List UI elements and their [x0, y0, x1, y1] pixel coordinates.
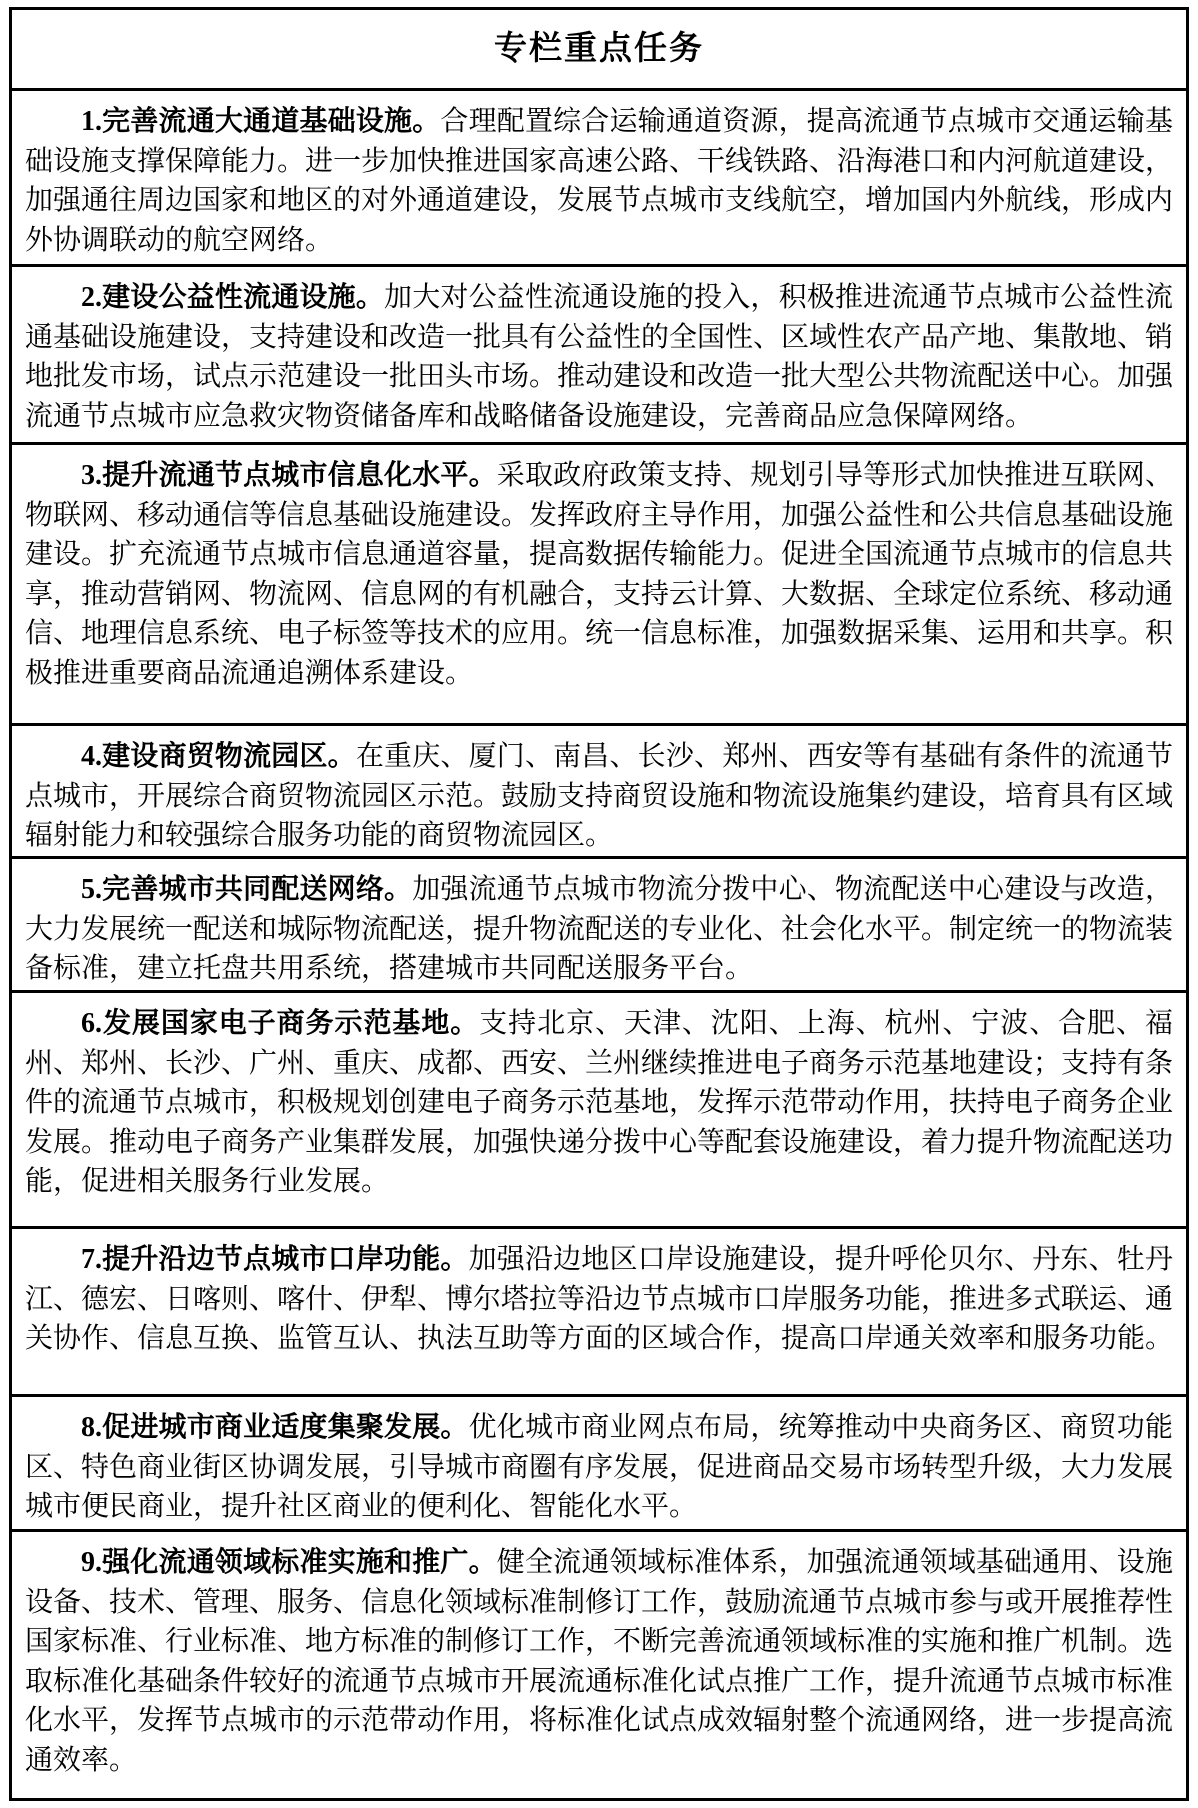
- task-row-4: [12, 723, 1186, 856]
- task-heading-4: 4.建设商贸物流园区。: [81, 741, 356, 772]
- task-heading-3: 3.提升流通节点城市信息化水平。: [81, 460, 497, 491]
- task-heading-1: 1.完善流通大通道基础设施。: [81, 106, 441, 137]
- table-title-row: [12, 10, 1186, 88]
- task-row-6: [12, 990, 1186, 1226]
- task-heading-6: 6.发展国家电子商务示范基地。: [81, 1008, 480, 1039]
- task-row-7: [12, 1226, 1186, 1394]
- task-body-7: 加强沿边地区口岸设施建设，提升呼伦贝尔、丹东、牡丹江、德宏、日喀则、喀什、伊犁、博尔塔拉等沿边节点城市口岸服务功能，推进多式联运、通关协作、信息互换、监管互认、执法互助等方面的区域合作，提高口岸通关效率和服务功能。: [25, 1244, 1174, 1354]
- task-row-1: [12, 88, 1186, 264]
- task-row-2: [12, 264, 1186, 442]
- task-heading-5: 5.完善城市共同配送网络。: [81, 874, 413, 905]
- task-row-3: [12, 442, 1186, 723]
- task-body-9: 健全流通领域标准体系，加强流通领域基础通用、设施设备、技术、管理、服务、信息化领域标准制修订工作，鼓励流通节点城市参与或开展推荐性国家标准、行业标准、地方标准的制修订工作，不断完善流通领域标准的实施和推广机制。选取标准化基础条件较好的流通节点城市开展流通标准化试点推广工作，提升流通节点城市标准化水平，发挥节点城市的示范带动作用，将标准化试点成效辐射整个流通网络，进一步提高流通效率。: [25, 1547, 1174, 1776]
- task-heading-8: 8.促进城市商业适度集聚发展。: [81, 1412, 469, 1443]
- task-body-1: 合理配置综合运输通道资源，提高流通节点城市交通运输基础设施支撑保障能力。进一步加快推进国家高速公路、干线铁路、沿海港口和内河航道建设，加强通往周边国家和地区的对外通道建设，发展节点城市支线航空，增加国内外航线，形成内外协调联动的航空网络。: [25, 106, 1174, 256]
- page-title: 专栏重点任务: [494, 30, 704, 67]
- task-row-5: [12, 856, 1186, 990]
- task-row-8: [12, 1394, 1186, 1529]
- task-body-8: 优化城市商业网点布局，统筹推动中央商务区、商贸功能区、特色商业街区协调发展，引导城市商圈有序发展，促进商品交易市场转型升级，大力发展城市便民商业，提升社区商业的便利化、智能化水平。: [25, 1412, 1174, 1522]
- key-tasks-table: [9, 7, 1189, 1801]
- task-heading-7: 7.提升沿边节点城市口岸功能。: [81, 1244, 469, 1275]
- task-body-6: 支持北京、天津、沈阳、上海、杭州、宁波、合肥、福州、郑州、长沙、广州、重庆、成都、西安、兰州继续推进电子商务示范基地建设；支持有条件的流通节点城市，积极规划创建电子商务示范基地，发挥示范带动作用，扶持电子商务企业发展。推动电子商务产业集群发展，加强快递分拨中心等配套设施建设，着力提升物流配送功能，促进相关服务行业发展。: [25, 1008, 1174, 1197]
- task-body-2: 加大对公益性流通设施的投入，积极推进流通节点城市公益性流通基础设施建设，支持建设和改造一批具有公益性的全国性、区域性农产品产地、集散地、销地批发市场，试点示范建设一批田头市场。推动建设和改造一批大型公共物流配送中心。加强流通节点城市应急救灾物资储备库和战略储备设施建设，完善商品应急保障网络。: [25, 282, 1174, 432]
- task-heading-9: 9.强化流通领域标准实施和推广。: [81, 1547, 497, 1578]
- task-body-4: 在重庆、厦门、南昌、长沙、郑州、西安等有基础有条件的流通节点城市，开展综合商贸物流园区示范。鼓励支持商贸设施和物流设施集约建设，培育具有区域辐射能力和较强综合服务功能的商贸物流园区。: [25, 741, 1174, 851]
- task-row-9: [12, 1529, 1186, 1799]
- task-heading-2: 2.建设公益性流通设施。: [81, 282, 385, 313]
- task-body-3: 采取政府政策支持、规划引导等形式加快推进互联网、物联网、移动通信等信息基础设施建设。发挥政府主导作用，加强公益性和公共信息基础设施建设。扩充流通节点城市信息通道容量，提高数据传输能力。促进全国流通节点城市的信息共享，推动营销网、物流网、信息网的有机融合，支持云计算、大数据、全球定位系统、移动通信、地理信息系统、电子标签等技术的应用。统一信息标准，加强数据采集、运用和共享。积极推进重要商品流通追溯体系建设。: [25, 460, 1174, 689]
- task-body-5: 加强流通节点城市物流分拨中心、物流配送中心建设与改造，大力发展统一配送和城际物流配送，提升物流配送的专业化、社会化水平。制定统一的物流装备标准，建立托盘共用系统，搭建城市共同配送服务平台。: [25, 874, 1174, 984]
